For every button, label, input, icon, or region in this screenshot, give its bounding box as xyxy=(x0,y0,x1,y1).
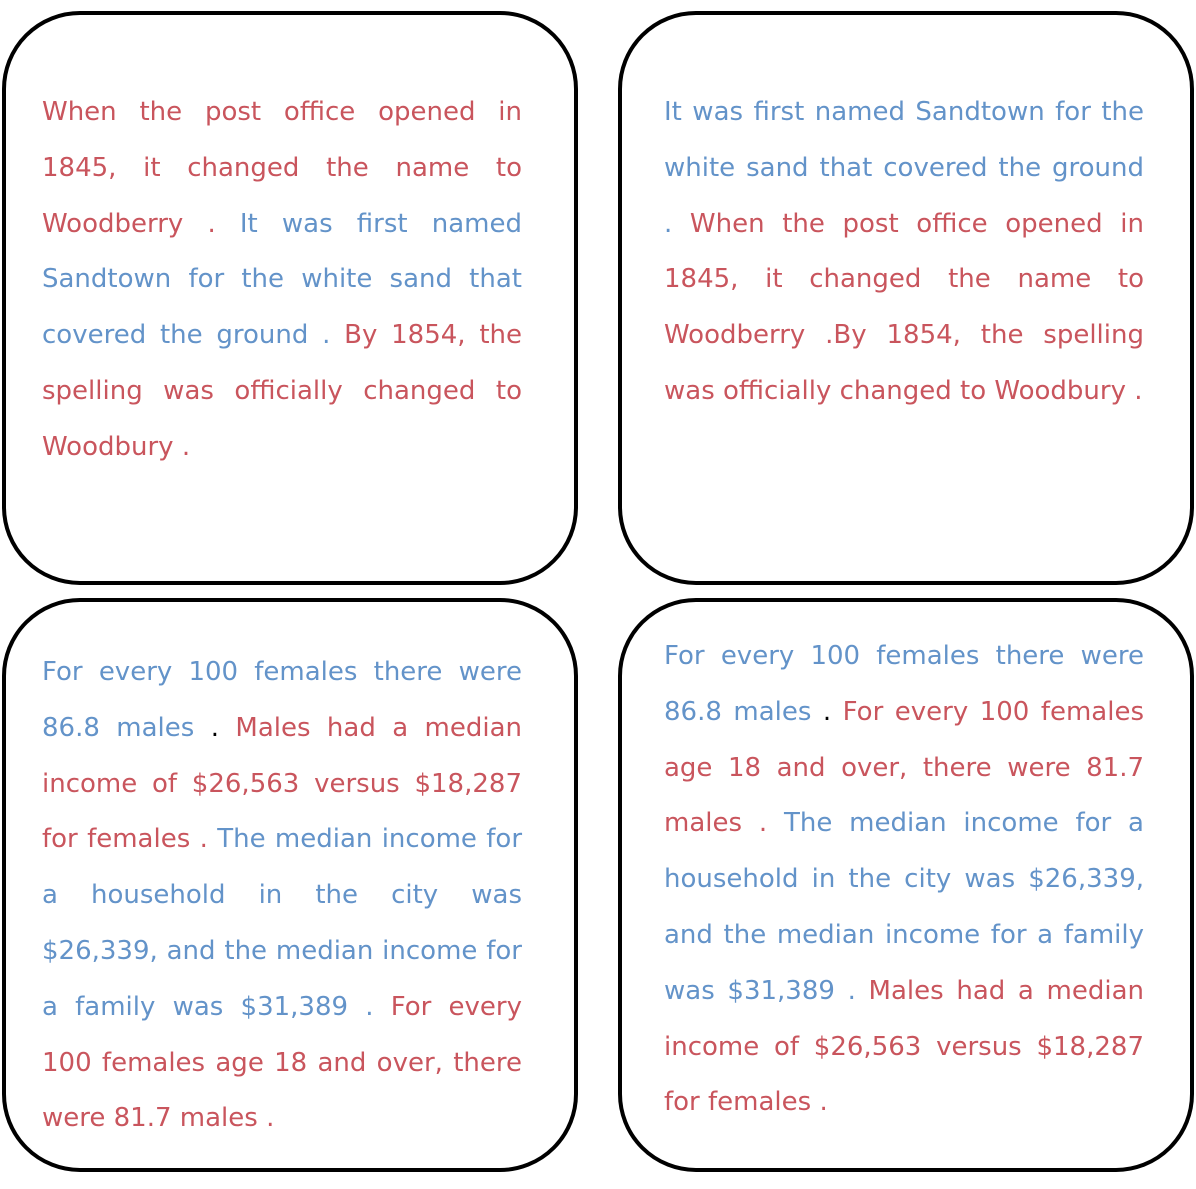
card-3-text xyxy=(42,645,522,1147)
text-card-2 xyxy=(618,11,1194,585)
text-card-4 xyxy=(618,598,1194,1172)
card-2-text xyxy=(664,85,1144,420)
card-4-text xyxy=(664,629,1144,1131)
card-2-segment-1: It was first named Sandtown for the white sand that covered the ground . xyxy=(664,97,1144,239)
card-3-segment-5: For every 100 females age 18 and over, there were 81.7 males . xyxy=(42,991,522,1134)
card-4-segment-2: . xyxy=(822,696,843,727)
text-card-3 xyxy=(2,598,578,1172)
card-1-segment-3: By 1854, the spelling was officially changed to Woodbury . xyxy=(42,320,522,462)
card-4-segment-3: For every 100 females age 18 and over, there were 81.7 males . xyxy=(664,696,1144,839)
card-3-segment-2: . xyxy=(210,712,236,743)
card-2-segment-2: When the post office opened in 1845, it changed the name to Woodberry .By 1854, the spelling was officially changed to Woodbury . xyxy=(664,208,1144,406)
card-3-segment-4: The median income for a household in the city was $26,339, and the median income for a family was $31,389 . xyxy=(42,824,523,1022)
card-3-segment-3: Males had a median income of $26,563 versus $18,287 for females . xyxy=(42,712,523,855)
card-1-text xyxy=(42,85,522,476)
card-1-segment-1: When the post office opened in 1845, it changed the name to Woodberry . xyxy=(42,97,522,239)
card-4-segment-4: The median income for a household in the city was $26,339, and the median income for a family was $31,389 . xyxy=(664,808,1144,1006)
card-4-segment-5: Males had a median income of $26,563 versus $18,287 for females . xyxy=(664,975,1144,1118)
card-1-segment-2: It was first named Sandtown for the white sand that covered the ground . xyxy=(42,208,522,351)
card-3-segment-1: For every 100 females there were 86.8 males xyxy=(42,657,522,743)
card-4-segment-1: For every 100 females there were 86.8 males xyxy=(664,641,1144,727)
text-card-1 xyxy=(2,11,578,585)
